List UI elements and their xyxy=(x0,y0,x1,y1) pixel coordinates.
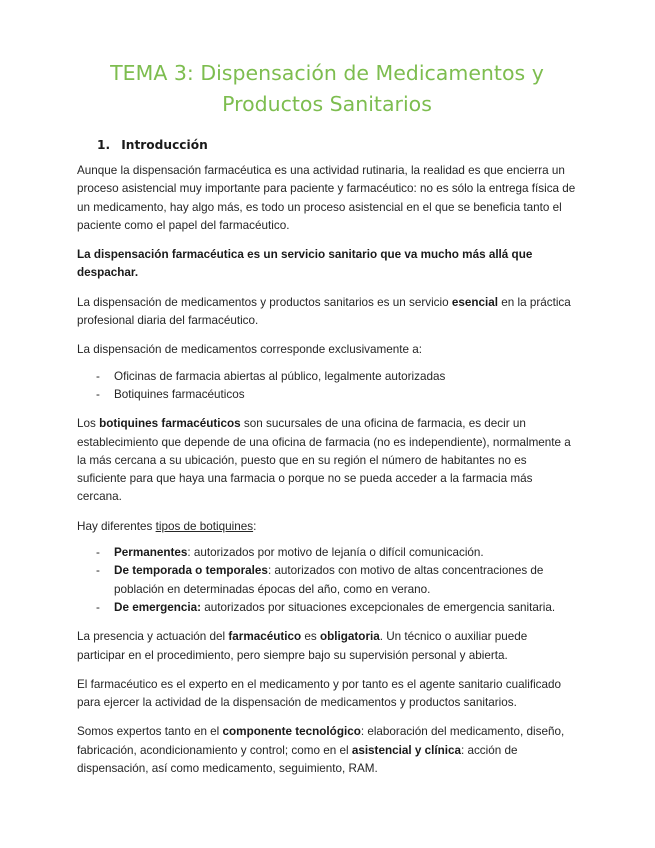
list-item xyxy=(77,562,577,599)
bold-run: asistencial y clínica xyxy=(351,743,461,757)
list-item-text: Oficinas de farmacia abiertas al público, legalmente autorizadas xyxy=(114,369,446,383)
paragraph-botiquines xyxy=(77,415,577,506)
text-run: La presencia y actuación del xyxy=(77,630,229,644)
dash-bullet: - xyxy=(96,600,100,614)
text-run: son sucursales de una oficina de farmacia, es decir un establecimiento que depende de una oficina de farmacia (no es independiente), normalmente a la más cercana a su ubicación, puesto que en su región el número de habitantes no es suficiente para que haya una farmacia o porque no se pueda acceder a la farmacia más cercana. xyxy=(77,417,571,504)
text-run: . Un técnico o auxiliar puede participar en el procedimiento, pero siempre bajo su supervisión personal y abierta. xyxy=(77,630,528,662)
text-run: en la práctica profesional diaria del farmacéutico. xyxy=(77,295,571,328)
paragraph-exclusive: La dispensación de medicamentos corresponde exclusivamente a: xyxy=(77,343,422,357)
text-run: es xyxy=(301,630,320,644)
paragraph-essential-service xyxy=(77,294,577,331)
paragraph-key-statement xyxy=(77,246,577,283)
dash-bullet: - xyxy=(96,546,100,560)
paragraph-pharmacist-presence xyxy=(77,628,577,665)
text-run: Somos expertos tanto en el xyxy=(77,725,223,739)
dash-bullet: - xyxy=(96,369,100,383)
paragraph-types-intro xyxy=(77,518,577,536)
bold-run: botiquines farmacéuticos xyxy=(99,417,241,431)
underlined-run: tipos de botiquines xyxy=(155,519,254,533)
text-run: : acción de dispensación, así como medicamento, seguimiento, RAM. xyxy=(77,743,518,776)
document-title xyxy=(77,0,577,120)
bold-run: farmacéutico xyxy=(228,630,302,644)
list-item xyxy=(77,368,577,386)
text-run: La dispensación de medicamentos y productos sanitarios es un servicio xyxy=(77,295,452,309)
bold-run: De emergencia: xyxy=(114,600,202,614)
list-item-text: Botiquines farmacéuticos xyxy=(114,387,245,401)
list-item xyxy=(77,386,577,404)
list-botiquin-types xyxy=(77,544,577,617)
text-run: : xyxy=(253,519,257,533)
bold-run: Permanentes xyxy=(114,546,188,560)
text-run: Hay diferentes xyxy=(77,519,156,533)
list-dispensing-places xyxy=(77,368,577,405)
list-item-text: autorizados por situaciones excepcionales de emergencia sanitaria. xyxy=(201,600,556,614)
paragraph-intro: Aunque la dispensación farmacéutica es una actividad rutinaria, la realidad es que encierra un proceso asistencial muy importante para paciente y farmacéutico: no es sólo la entrega física de un medicamento, hay algo más, es todo un proceso asistencial en el que se beneficia tanto el paciente como el papel del farmacéutico. xyxy=(77,164,576,232)
list-item xyxy=(77,544,577,562)
list-item xyxy=(77,599,577,617)
bold-run: De temporada o temporales xyxy=(114,564,268,578)
title-line-1: TEMA 3: Dispensación de Medicamentos y xyxy=(110,61,544,85)
paragraph-expert: El farmacéutico es el experto en el medicamento y por tanto es el agente sanitario cualificado para ejercer la actividad de la dispensación de medicamentos y productos sanitarios. xyxy=(77,677,562,710)
bold-run: componente tecnológico xyxy=(222,725,361,739)
title-line-2: Productos Sanitarios xyxy=(222,92,432,116)
bold-run: esencial xyxy=(451,295,498,309)
section-title: Introducción xyxy=(121,138,208,152)
text-run: : elaboración del medicamento, diseño, fabricación, acondicionamiento y control; como en el xyxy=(77,725,565,757)
text-run: Los xyxy=(77,417,100,431)
list-item-text: : autorizados con motivo de altas concentraciones de población en determinadas épocas del año, como en verano. xyxy=(114,564,544,596)
section-heading xyxy=(97,137,577,153)
bold-run: obligatoria xyxy=(320,630,380,644)
key-statement-bold: La dispensación farmacéutica es un servicio sanitario que va mucho más allá que despachar. xyxy=(77,248,533,280)
list-item-text: : autorizados por motivo de lejanía o difícil comunicación. xyxy=(187,546,484,560)
dash-bullet: - xyxy=(96,564,100,578)
paragraph-expertise-areas xyxy=(77,723,577,778)
dash-bullet: - xyxy=(96,387,100,401)
section-number: 1. xyxy=(97,138,111,152)
